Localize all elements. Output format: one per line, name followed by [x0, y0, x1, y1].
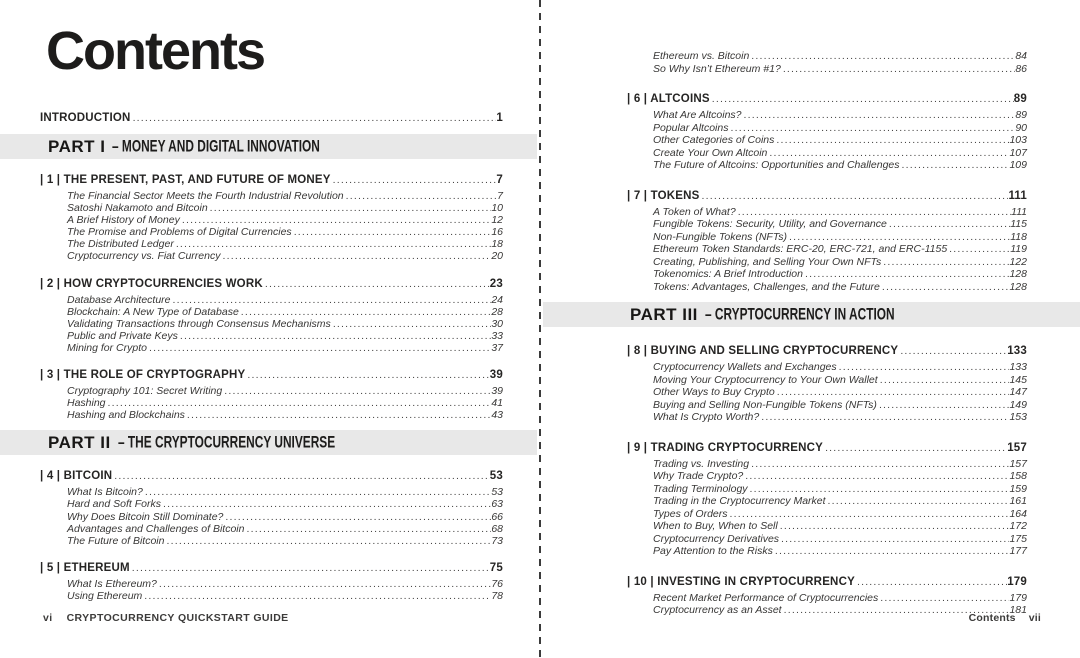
- toc-entry-page-number: 164: [1009, 507, 1027, 520]
- toc-entry-sub: [627, 361, 1027, 374]
- dot-leader: [775, 386, 1010, 399]
- toc-entry-sub: [40, 498, 503, 510]
- toc-entry-sub: [627, 411, 1027, 424]
- dot-leader: [759, 411, 1009, 424]
- toc-entry-label: Ethereum Token Standards: ERC-20, ERC-721, and ERC-1155: [653, 243, 948, 255]
- toc-entry-label: Ethereum vs. Bitcoin: [653, 50, 750, 62]
- toc-entry-sub: [40, 511, 503, 523]
- toc-entry-label: INTRODUCTION: [40, 112, 131, 124]
- dot-leader: [700, 189, 1009, 203]
- toc-entry-label: Blockchain: A New Type of Database: [67, 305, 239, 318]
- toc-entry-label: The Distributed Ledger: [67, 238, 174, 251]
- toc-entry-label: So Why Isn’t Ethereum #1?: [653, 62, 781, 75]
- toc-entry-sub: [627, 256, 1027, 269]
- toc-entry-sub: [627, 134, 1027, 147]
- toc-entry-chapter: [40, 469, 503, 483]
- folio-number: vii: [1028, 612, 1041, 624]
- dot-leader: [826, 495, 1010, 508]
- toc-entry-page-number: 86: [1015, 62, 1027, 75]
- toc-entry-sub: [627, 470, 1027, 483]
- dot-leader: [143, 486, 491, 498]
- dot-leader: [742, 109, 1016, 122]
- toc-entry-page-number: 18: [491, 238, 503, 251]
- toc-entry-page-number: 109: [1009, 159, 1027, 171]
- toc-entry-label: Trading in the Cryptocurrency Market: [653, 495, 826, 507]
- toc-entry-label: Why Trade Crypto?: [653, 470, 744, 482]
- toc-entry-label: Other Ways to Buy Crypto: [653, 386, 775, 398]
- dot-leader: [900, 159, 1010, 172]
- toc-entry-label: The Promise and Problems of Digital Currencies: [67, 226, 292, 239]
- toc-entry-label: Cryptocurrency vs. Fiat Currency: [67, 250, 221, 263]
- part-label: PART I: [48, 136, 106, 156]
- toc-entry-page-number: 39: [491, 385, 503, 398]
- toc-entry-page-number: 28: [491, 305, 503, 318]
- dot-leader: [331, 318, 492, 330]
- toc-entry-label: What Is Bitcoin?: [67, 486, 143, 499]
- toc-entry-label: | 2 | HOW CRYPTOCURRENCIES WORK: [40, 277, 263, 290]
- toc-entry-label: Advantages and Challenges of Bitcoin: [67, 522, 245, 535]
- dot-leader: [263, 277, 490, 291]
- toc-entry-label: The Financial Sector Meets the Fourth Industrial Revolution: [67, 190, 344, 202]
- toc-entry-sub: [627, 508, 1027, 521]
- toc-entry-page-number: 89: [1015, 109, 1027, 121]
- toc-entry-label: Validating Transactions through Consensus Mechanisms: [67, 317, 331, 330]
- toc-entry-sub: [627, 206, 1027, 219]
- toc-entry-label: | 1 | THE PRESENT, PAST, AND FUTURE OF MONEY: [40, 174, 331, 186]
- toc-entry-chapter: [40, 561, 503, 575]
- toc-entry-page-number: 122: [1009, 255, 1027, 268]
- toc-entry-label: A Token of What?: [653, 205, 736, 218]
- toc-entry-page-number: 20: [491, 250, 503, 263]
- toc-entry-sub: [40, 330, 503, 342]
- toc-entry-label: | 3 | THE ROLE OF CRYPTOGRAPHY: [40, 369, 246, 382]
- toc-entry-chapter: [40, 277, 503, 291]
- toc-entry-sub: [627, 268, 1027, 281]
- toc-entry-page-number: 7: [496, 174, 503, 186]
- toc-entry-label: Why Does Bitcoin Still Dominate?: [67, 510, 224, 523]
- toc-entry-page-number: 43: [491, 409, 503, 422]
- toc-entry-page-number: 78: [491, 589, 503, 602]
- toc-entry-page-number: 84: [1015, 50, 1027, 62]
- toc-entry-page-number: 30: [491, 317, 503, 330]
- toc-entry-page-number: 103: [1009, 134, 1027, 146]
- toc-entry-label: The Future of Bitcoin: [67, 534, 165, 547]
- part-heading: [0, 134, 537, 159]
- toc-entry-page-number: 175: [1009, 532, 1027, 545]
- dot-leader: [877, 399, 1010, 412]
- toc-entry-label: Tokens: Advantages, Challenges, and the Future: [653, 280, 880, 293]
- toc-entry-label: Other Categories of Coins: [653, 134, 775, 146]
- toc-entry-label: Hard and Soft Forks: [67, 498, 161, 511]
- dot-leader: [208, 202, 492, 214]
- toc-entry-sub: [40, 214, 503, 226]
- toc-entry-label: Tokenomics: A Brief Introduction: [653, 268, 803, 280]
- toc-entry-sub: [627, 243, 1027, 256]
- toc-entry-page-number: 90: [1015, 121, 1027, 134]
- dot-leader: [331, 173, 497, 187]
- toc-entry-label: The Future of Altcoins: Opportunities and Challenges: [653, 159, 900, 171]
- part-label: PART III: [630, 304, 698, 324]
- toc-entry-label: Hashing and Blockchains: [67, 409, 185, 422]
- dot-leader: [239, 306, 492, 318]
- dot-leader: [244, 523, 491, 535]
- toc-entry-page-number: 73: [491, 534, 503, 547]
- toc-entry-label: Non-Fungible Tokens (NFTs): [653, 230, 788, 243]
- toc-entry-sub: [40, 578, 503, 590]
- toc-entry-sub: [40, 238, 503, 250]
- toc-entry-sub: [627, 458, 1027, 471]
- toc-entry-page-number: 111: [1011, 205, 1027, 218]
- toc-entry-page-number: 177: [1009, 545, 1027, 557]
- dot-leader: [898, 344, 1007, 358]
- toc-entry-page-number: 158: [1009, 470, 1027, 482]
- toc-entry-page-number: 76: [491, 577, 503, 590]
- dot-leader: [779, 533, 1009, 546]
- toc-entry-label: Pay Attention to the Risks: [653, 545, 773, 557]
- toc-entry-page-number: 179: [1007, 575, 1027, 588]
- dot-leader: [803, 268, 1009, 281]
- left-toc-list: [40, 111, 503, 602]
- toc-entry-page-number: 33: [491, 329, 503, 342]
- dot-leader: [781, 63, 1016, 76]
- toc-entry-page-number: 12: [491, 214, 503, 227]
- toc-entry-sub: [627, 545, 1027, 558]
- running-section-title: Contents: [968, 612, 1016, 624]
- dot-leader: [142, 590, 491, 602]
- dot-leader: [878, 592, 1009, 605]
- right-page-footer: [969, 612, 1041, 624]
- toc-entry-label: Cryptography 101: Secret Writing: [67, 385, 223, 398]
- dot-leader: [147, 342, 491, 354]
- dot-leader: [710, 92, 1014, 106]
- dot-leader: [112, 469, 490, 483]
- toc-entry-sub: [627, 483, 1027, 496]
- toc-entry-page-number: 179: [1009, 591, 1027, 604]
- toc-entry-page-number: 37: [491, 341, 503, 354]
- toc-entry-page-number: 75: [489, 561, 503, 574]
- toc-entry-label: Moving Your Cryptocurrency to Your Own Wallet: [653, 373, 878, 386]
- part-heading: [543, 302, 1080, 327]
- toc-entry-sub: [627, 520, 1027, 533]
- toc-entry-intro: [40, 111, 503, 125]
- toc-entry-chapter: [627, 189, 1027, 203]
- dot-leader: [823, 441, 1007, 455]
- toc-entry-label: What Are Altcoins?: [653, 109, 742, 121]
- toc-entry-page-number: 41: [491, 397, 503, 410]
- toc-entry-label: A Brief History of Money: [67, 214, 180, 227]
- toc-entry-label: What Is Crypto Worth?: [653, 411, 760, 423]
- dot-leader: [837, 361, 1010, 374]
- dot-leader: [749, 458, 1009, 471]
- dot-leader: [773, 545, 1010, 558]
- toc-entry-sub: [627, 63, 1027, 76]
- toc-entry-page-number: 128: [1009, 268, 1027, 280]
- part-heading: [0, 430, 537, 455]
- toc-entry-sub: [627, 533, 1027, 546]
- dot-leader: [292, 226, 492, 238]
- toc-entry-sub: [627, 147, 1027, 160]
- dot-leader: [161, 498, 491, 510]
- dot-leader: [180, 214, 491, 226]
- toc-entry-label: Database Architecture: [67, 293, 171, 306]
- toc-entry-page-number: 10: [491, 202, 503, 215]
- toc-entry-chapter: [40, 368, 503, 382]
- toc-entry-page-number: 16: [491, 226, 503, 239]
- toc-entry-label: Types of Orders: [653, 507, 728, 520]
- toc-entry-sub: [40, 385, 503, 397]
- dot-leader: [174, 238, 492, 250]
- toc-entry-label: | 7 | TOKENS: [627, 189, 700, 202]
- contents-page-title: Contents: [46, 21, 264, 81]
- toc-entry-sub: [627, 399, 1027, 412]
- toc-entry-page-number: 107: [1009, 146, 1027, 159]
- part-title: – MONEY AND DIGITAL INNOVATION: [112, 137, 321, 156]
- right-page: [543, 0, 1080, 658]
- left-page-footer: [43, 612, 289, 624]
- dot-leader: [157, 578, 491, 590]
- toc-entry-sub: [40, 226, 503, 238]
- toc-entry-sub: [627, 374, 1027, 387]
- toc-entry-sub: [40, 590, 503, 602]
- toc-entry-page-number: 159: [1009, 482, 1027, 495]
- toc-entry-page-number: 133: [1009, 361, 1027, 373]
- toc-entry-sub: [627, 109, 1027, 122]
- toc-entry-sub: [40, 190, 503, 202]
- toc-entry-sub: [40, 523, 503, 535]
- running-title: CRYPTOCURRENCY QUICKSTART GUIDE: [66, 612, 289, 624]
- dot-leader: [344, 190, 498, 202]
- toc-entry-label: Creating, Publishing, and Selling Your Own NFTs: [653, 255, 882, 268]
- toc-entry-sub: [40, 294, 503, 306]
- dot-leader: [887, 218, 1010, 231]
- toc-entry-sub: [40, 486, 503, 498]
- dot-leader: [164, 535, 491, 547]
- dot-leader: [245, 368, 489, 382]
- toc-entry-page-number: 68: [491, 522, 503, 535]
- dot-leader: [749, 50, 1015, 63]
- toc-entry-page-number: 39: [489, 369, 503, 382]
- toc-entry-sub: [40, 202, 503, 214]
- toc-entry-page-number: 153: [1009, 411, 1027, 423]
- toc-entry-page-number: 53: [491, 486, 503, 499]
- dot-leader: [787, 231, 1010, 244]
- toc-entry-page-number: 145: [1009, 373, 1027, 386]
- toc-entry-label: Hashing: [67, 397, 106, 410]
- toc-entry-chapter: [627, 441, 1027, 455]
- part-label: PART II: [48, 432, 111, 452]
- dot-leader: [881, 256, 1009, 269]
- dot-leader: [728, 508, 1010, 521]
- dot-leader: [736, 206, 1011, 219]
- toc-entry-label: Using Ethereum: [67, 589, 143, 602]
- dot-leader: [106, 397, 492, 409]
- dot-leader: [767, 147, 1009, 160]
- toc-entry-sub: [40, 318, 503, 330]
- toc-entry-chapter: [627, 92, 1027, 106]
- dot-leader: [728, 122, 1015, 135]
- dot-leader: [222, 385, 491, 397]
- toc-entry-label: | 8 | BUYING AND SELLING CRYPTOCURRENCY: [627, 345, 899, 357]
- toc-entry-page-number: 89: [1013, 93, 1027, 105]
- toc-entry-page-number: 24: [491, 293, 503, 306]
- dot-leader: [220, 250, 491, 262]
- toc-entry-label: Fungible Tokens: Security, Utility, and Governance: [653, 218, 887, 230]
- dot-leader: [774, 134, 1009, 147]
- toc-entry-page-number: 66: [491, 510, 503, 523]
- dot-leader: [131, 111, 497, 125]
- toc-entry-label: Satoshi Nakamoto and Bitcoin: [67, 202, 208, 215]
- toc-entry-page-number: 23: [489, 277, 503, 290]
- part-title: – THE CRYPTOCURRENCY UNIVERSE: [117, 433, 335, 452]
- toc-entry-page-number: 7: [497, 190, 503, 202]
- toc-entry-chapter: [40, 173, 503, 187]
- dot-leader: [185, 409, 491, 421]
- toc-entry-label: | 5 | ETHEREUM: [40, 561, 130, 574]
- toc-entry-sub: [627, 604, 1027, 617]
- toc-entry-sub: [40, 250, 503, 262]
- toc-entry-sub: [627, 50, 1027, 63]
- toc-entry-page-number: 128: [1009, 280, 1027, 293]
- toc-entry-label: Cryptocurrency as an Asset: [653, 604, 782, 616]
- page-fold-dashed-line: [539, 0, 541, 658]
- dot-leader: [178, 330, 491, 342]
- dot-leader: [947, 243, 1010, 256]
- dot-leader: [130, 561, 490, 575]
- toc-entry-page-number: 119: [1010, 243, 1027, 255]
- toc-entry-sub: [627, 231, 1027, 244]
- toc-entry-sub: [627, 495, 1027, 508]
- toc-entry-label: When to Buy, When to Sell: [653, 520, 778, 532]
- toc-entry-label: Cryptocurrency Wallets and Exchanges: [653, 361, 837, 373]
- toc-entry-sub: [627, 281, 1027, 294]
- toc-entry-label: Buying and Selling Non-Fungible Tokens (NFTs): [653, 398, 877, 411]
- toc-entry-page-number: 133: [1007, 345, 1027, 357]
- toc-entry-sub: [627, 159, 1027, 172]
- toc-entry-page-number: 63: [491, 498, 503, 511]
- toc-entry-page-number: 157: [1007, 441, 1027, 454]
- toc-entry-sub: [40, 342, 503, 354]
- toc-entry-sub: [627, 218, 1027, 231]
- part-title: – CRYPTOCURRENCY IN ACTION: [704, 305, 895, 324]
- toc-entry-page-number: 111: [1008, 189, 1027, 202]
- dot-leader: [855, 575, 1007, 589]
- toc-entry-page-number: 172: [1009, 520, 1027, 532]
- toc-entry-page-number: 1: [496, 112, 503, 124]
- toc-entry-label: | 4 | BITCOIN: [40, 470, 113, 483]
- dot-leader: [743, 470, 1009, 483]
- dot-leader: [880, 281, 1010, 294]
- toc-entry-label: Recent Market Performance of Cryptocurrencies: [653, 591, 879, 604]
- toc-entry-label: | 9 | TRADING CRYPTOCURRENCY: [627, 441, 824, 454]
- dot-leader: [223, 511, 491, 523]
- right-toc-list: [627, 50, 1027, 617]
- toc-entry-label: Cryptocurrency Derivatives: [653, 532, 780, 545]
- dot-leader: [778, 520, 1010, 533]
- toc-entry-sub: [627, 122, 1027, 135]
- toc-entry-label: Trading vs. Investing: [653, 457, 750, 470]
- dot-leader: [878, 374, 1010, 387]
- toc-entry-label: What Is Ethereum?: [67, 577, 157, 590]
- toc-entry-page-number: 161: [1009, 495, 1027, 507]
- toc-entry-label: Trading Terminology: [653, 482, 748, 495]
- dot-leader: [748, 483, 1010, 496]
- toc-entry-page-number: 157: [1009, 457, 1027, 470]
- toc-entry-sub: [627, 592, 1027, 605]
- toc-entry-label: | 6 | ALTCOINS: [627, 93, 710, 105]
- toc-entry-sub: [627, 386, 1027, 399]
- toc-entry-label: Popular Altcoins: [653, 121, 729, 134]
- toc-entry-chapter: [627, 575, 1027, 589]
- toc-entry-page-number: 118: [1010, 230, 1027, 243]
- toc-entry-page-number: 149: [1009, 398, 1027, 411]
- toc-entry-page-number: 181: [1009, 604, 1027, 616]
- toc-entry-page-number: 147: [1009, 386, 1027, 398]
- toc-entry-sub: [40, 306, 503, 318]
- dot-leader: [171, 294, 492, 306]
- toc-entry-page-number: 115: [1010, 218, 1027, 230]
- toc-entry-label: Create Your Own Altcoin: [653, 146, 768, 159]
- toc-entry-sub: [40, 535, 503, 547]
- toc-entry-page-number: 53: [489, 470, 503, 483]
- folio-number: vi: [43, 612, 53, 624]
- toc-entry-chapter: [627, 344, 1027, 358]
- toc-entry-label: | 10 | INVESTING IN CRYPTOCURRENCY: [627, 575, 855, 588]
- toc-entry-sub: [40, 397, 503, 409]
- toc-entry-label: Mining for Crypto: [67, 341, 147, 354]
- toc-entry-sub: [40, 409, 503, 421]
- toc-entry-label: Public and Private Keys: [67, 329, 178, 342]
